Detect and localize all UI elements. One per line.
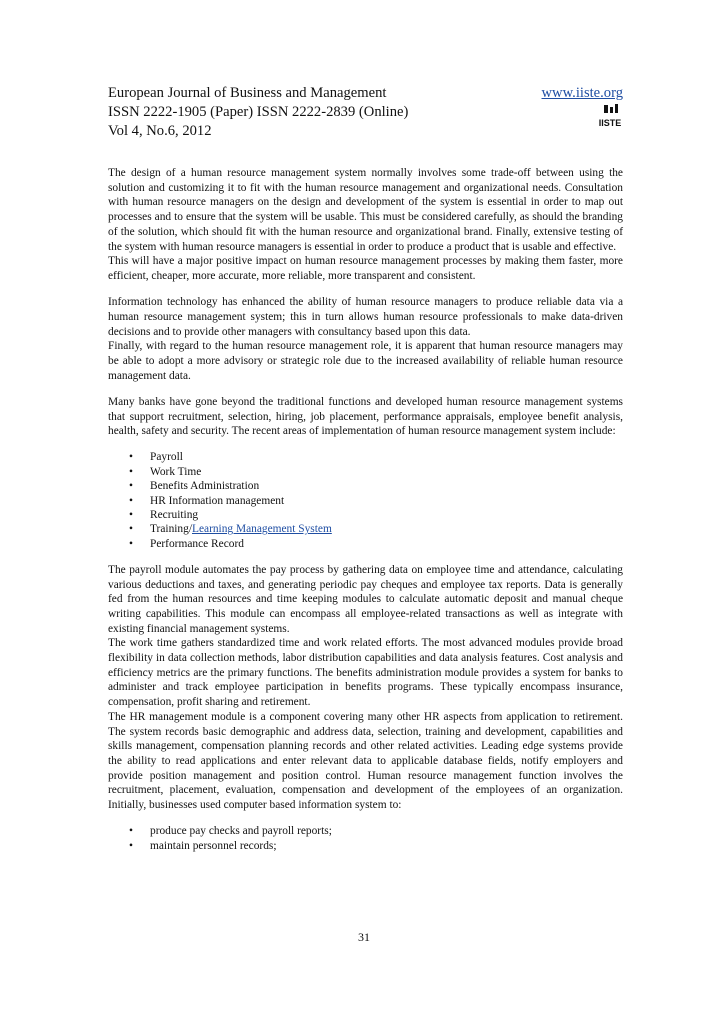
journal-title: European Journal of Business and Management — [108, 85, 387, 101]
bullet-icon: • — [129, 523, 133, 536]
paragraph: The HR management module is a component covering many other HR aspects from application to retirement. The system records basic demographic and address data, selection, training and development, capabilities and skills management, compensation planning records and other related activities. Leading edge systems provide the ability to read applications and enter relevant data to applicable database fields, notify employers and provide position management and position control. Human resource management function involves the recruitment, placement, evaluation, compensation and development of the employees of an organization. Initially, businesses used computer based information system to: — [108, 710, 623, 812]
bullet-icon: • — [129, 451, 133, 464]
list-item: • produce pay checks and payroll reports; — [129, 825, 332, 838]
list-item: • Work Time — [129, 465, 202, 478]
iiste-logo-icon — [597, 104, 623, 134]
paragraph: Information technology has enhanced the ability of human resource managers to produce reliable data via a human resource management system; this in turn allows human resource professionals to make data-driven decisions and to provide other managers with consultancy based upon this data. — [108, 296, 623, 338]
logo-text: IISTE — [598, 118, 622, 128]
page-number: 31 — [358, 930, 370, 944]
bullet-icon: • — [129, 825, 133, 838]
paragraph: The work time gathers standardized time and work related efforts. The most advanced modules provide broad flexibility in data collection methods, labor distribution capabilities and data analysis features. Cost analysis and efficiency metrics are the primary functions. The benefits administration module provides a system for banks to administer and track employee participation in benefits programs. These typically encompass insurance, compensation, profit sharing and retirement. — [108, 637, 623, 709]
bullet-icon: • — [129, 509, 133, 522]
bullet-icon: • — [129, 537, 133, 550]
bullet-icon: • — [129, 494, 133, 507]
list-item: • Benefits Administration — [129, 480, 260, 493]
paragraph: Finally, with regard to the human resource management role, it is apparent that human resource managers may be able to adopt a more advisory or strategic role due to the increased availability of reliable human resource management data. — [108, 340, 623, 382]
bullet-icon: • — [129, 465, 133, 478]
paragraph: The payroll module automates the pay process by gathering data on employee time and attendance, calculating various deductions and taxes, and generating periodic pay cheques and employee tax reports. Data is generally fed from the human resources and time keeping modules to calculate automatic deposit and manual cheque writing capabilities. This module can encompass all employee-related transactions as well as integrate with existing financial management systems. — [108, 563, 623, 635]
journal-url-link[interactable]: www.iiste.org — [541, 85, 623, 101]
lms-link[interactable]: Learning Management System — [192, 523, 332, 536]
journal-header — [108, 84, 623, 141]
list-item: • Payroll — [129, 451, 183, 464]
hrms-areas-list — [108, 450, 623, 551]
paragraph: Many banks have gone beyond the traditional functions and developed human resource management systems that support recruitment, selection, hiring, job placement, performance appraisals, employee benefit analysis, health, safety and security. The recent areas of implementation of human resource management system include: — [108, 395, 623, 438]
list-item: • HR Information management — [129, 494, 285, 507]
volume-line: Vol 4, No.6, 2012 — [108, 123, 212, 139]
list-item: • Training/Learning Management System — [129, 523, 332, 536]
list-item: • maintain personnel records; — [129, 839, 277, 852]
bullet-icon: • — [129, 839, 133, 852]
list-item: • Recruiting — [129, 509, 199, 522]
initial-uses-list — [108, 824, 623, 853]
paragraph: This will have a major positive impact on human resource management processes by making them faster, more efficient, cheaper, more accurate, more reliable, more transparent and consistent. — [108, 255, 623, 282]
paragraph: The design of a human resource management system normally involves some trade-off between using the solution and customizing it to fit with the human resource management and organizational needs. Consultation with human resource managers on the design and development of the system is essential in order to map out processes and to ensure that the system will be usable. This must be considered carefully, as should the branding of the solution, which should fit with the human resource and organizational brand. Finally, extensive testing of the system with human resource managers is essential in order to produce a product that is usable and effective. — [108, 167, 623, 253]
issn-line: ISSN 2222-1905 (Paper) ISSN 2222-2839 (Online) — [108, 104, 409, 120]
list-item: • Performance Record — [129, 537, 244, 550]
bullet-icon: • — [129, 480, 133, 493]
article-body — [108, 166, 623, 853]
